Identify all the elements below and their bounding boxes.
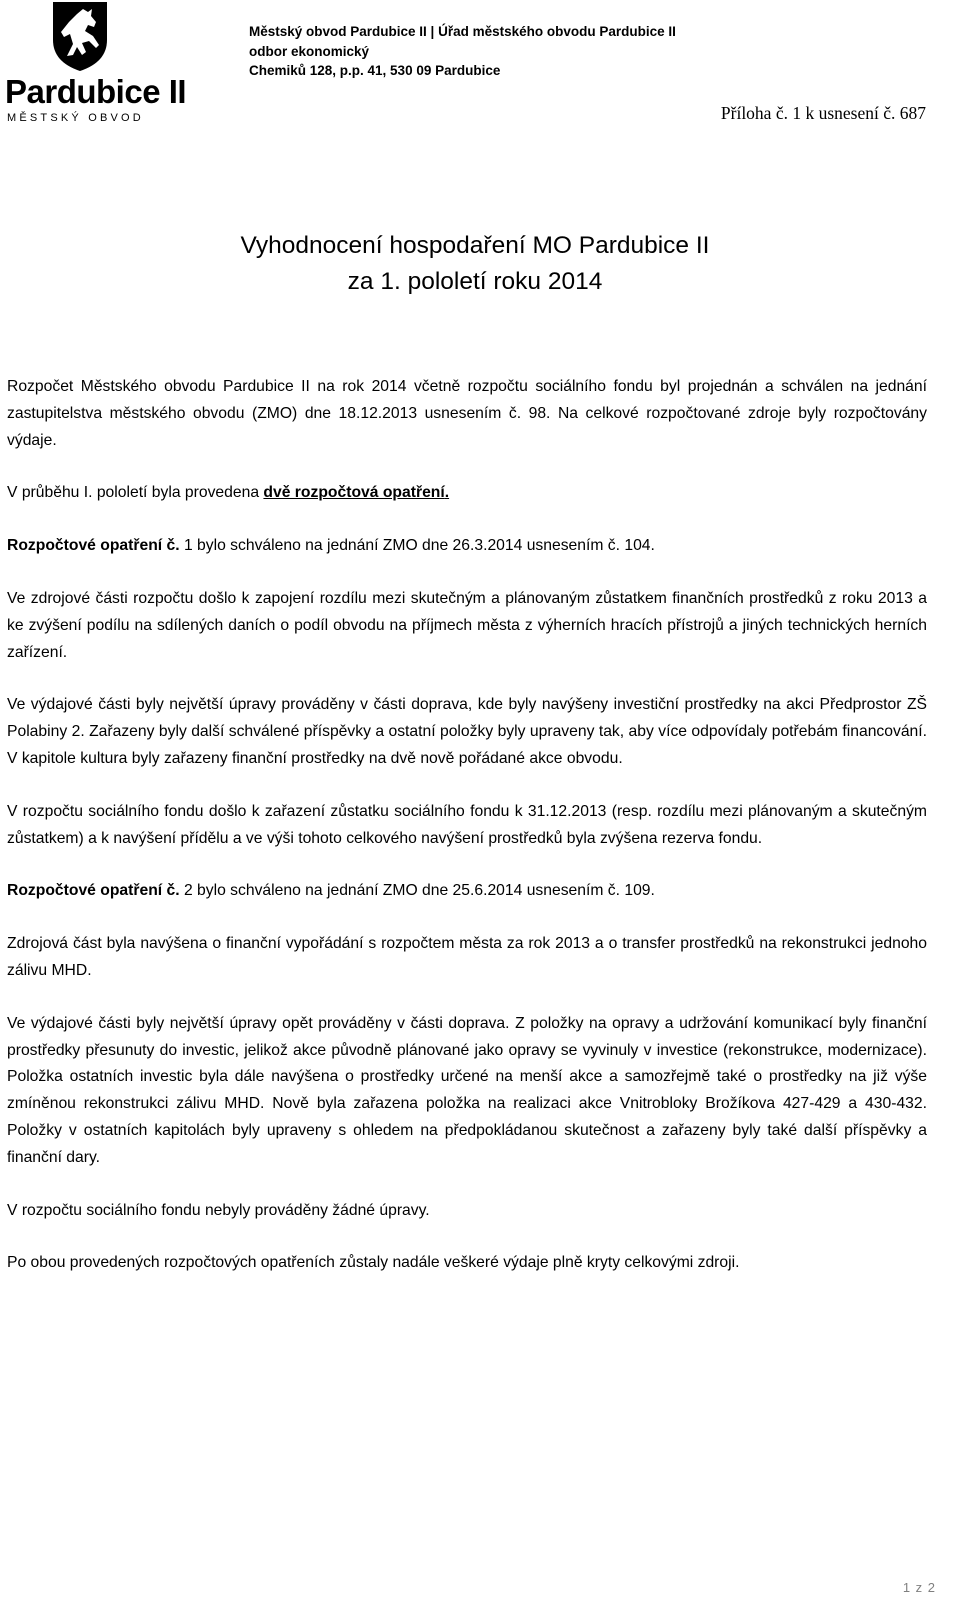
measure-1-label: Rozpočtové opatření č. (7, 537, 180, 555)
logo-city: Pardubice II (5, 73, 187, 110)
document-body (7, 374, 927, 1303)
office-address (249, 22, 676, 81)
measure-2-text: 2 bylo schváleno na jednání ZMO dne 25.6.2014 usnesením č. 109. (179, 882, 655, 900)
paragraph-measure-2-social-fund: V rozpočtu sociálního fondu nebyly prováděny žádné úpravy. (7, 1201, 430, 1219)
paragraph-conclusion: Po obou provedených rozpočtových opatřeních zůstaly nadále veškeré výdaje plně kryty celkovými zdroji. (7, 1254, 740, 1272)
address-line-2: odbor ekonomický (249, 43, 370, 59)
attachment-reference: Příloha č. 1 k usnesení č. 687 (720, 103, 926, 123)
paragraph-measure-1-sources: Ve zdrojové části rozpočtu došlo k zapojení rozdílu mezi skutečným a plánovaným zůstatkem finančních prostředků z roku 2013 a ke zvýšení podílu na sdílených daních o podíl obvodu na příjmech města z výherních hracích přístrojů a jiných technických herních zařízení. (7, 589, 927, 661)
measures-text: V průběhu I. pololetí byla provedena (7, 484, 264, 502)
title-line-2: za 1. pololetí roku 2014 (347, 268, 603, 295)
title-line-1: Vyhodnocení hospodaření MO Pardubice II (240, 232, 710, 259)
address-line-3: Chemiků 128, p.p. 41, 530 09 Pardubice (249, 63, 501, 78)
measures-emphasis: dvě rozpočtová opatření (263, 484, 445, 502)
measure-2-label: Rozpočtové opatření č. (7, 882, 180, 900)
logo-subtitle: MĚSTSKÝ OBVOD (7, 112, 144, 124)
paragraph-budget-intro: Rozpočet Městského obvodu Pardubice II na rok 2014 včetně rozpočtu sociálního fondu byl projednán a schválen na jednání zastupitelstva městského obvodu (ZMO) dne 18.12.2013 usnesením č. 98. Na celkové rozpočtované zdroje byly rozpočtovány výdaje. (7, 378, 927, 449)
logo (5, 0, 187, 125)
measure-1-text: 1 bylo schváleno na jednání ZMO dne 26.3.2014 usnesením č. 104. (179, 537, 655, 555)
page-number: 1 z 2 (902, 1580, 936, 1595)
address-line-1: Městský obvod Pardubice II | Úřad městského obvodu Pardubice II (249, 24, 676, 39)
paragraph-measure-2-expenses: Ve výdajové části byly největší úpravy opět prováděny v části doprava. Z položky na opravy a udržování komunikací byly finanční prostředky přesunuty do investic, jelikož akce původně plánované jako opravy se vyvinuly v investice (rekonstrukce, modernizace). Položka ostatních investic byla dále navýšena o prostředky určené na menší akce a samozřejmě také o prostředky na již výše zmíněnou rekonstrukci zálivu MHD. Nově byla zařazena položka na realizaci akce Vnitrobloky Brožíkova 427-429 a 430-432. Položky v ostatních kapitolách byly upraveny s ohledem na předpokládanou skutečnost a zařazeny byly také další příspěvky a finanční dary. (7, 1014, 927, 1166)
paragraph-measure-1-heading (7, 533, 927, 560)
paragraph-measure-2-sources: Zdrojová část byla navýšena o finanční vypořádání s rozpočtem města za rok 2013 a o transfer prostředků na rekonstrukci jednoho zálivu MHD. (7, 935, 927, 979)
paragraph-measure-1-social-fund: V rozpočtu sociálního fondu došlo k zařazení zůstatku sociálního fondu k 31.12.2013 (resp. rozdílu mezi plánovaným a skutečným zůstatkem) a k navýšení přídělu a ve výši tohoto celkového navýšení prostředků byla zvýšena rezerva fondu. (7, 802, 927, 847)
paragraph-measures-summary (7, 480, 927, 507)
paragraph-measure-2-heading (7, 878, 927, 905)
document-title (0, 228, 950, 300)
paragraph-measure-1-expenses: Ve výdajové části byly největší úpravy prováděny v části doprava, kde byly navýšeny investiční prostředky na akci Předprostor ZŠ Polabiny 2. Zařazeny byly další schválené příspěvky a ostatní položky byly upraveny tak, aby více odpovídaly potřebám financování. V kapitole kultura byly zařazeny finanční prostředky na dvě nově pořádané akce obvodu. (7, 696, 927, 767)
horse-icon (45, 0, 115, 72)
measures-period: . (444, 484, 450, 502)
